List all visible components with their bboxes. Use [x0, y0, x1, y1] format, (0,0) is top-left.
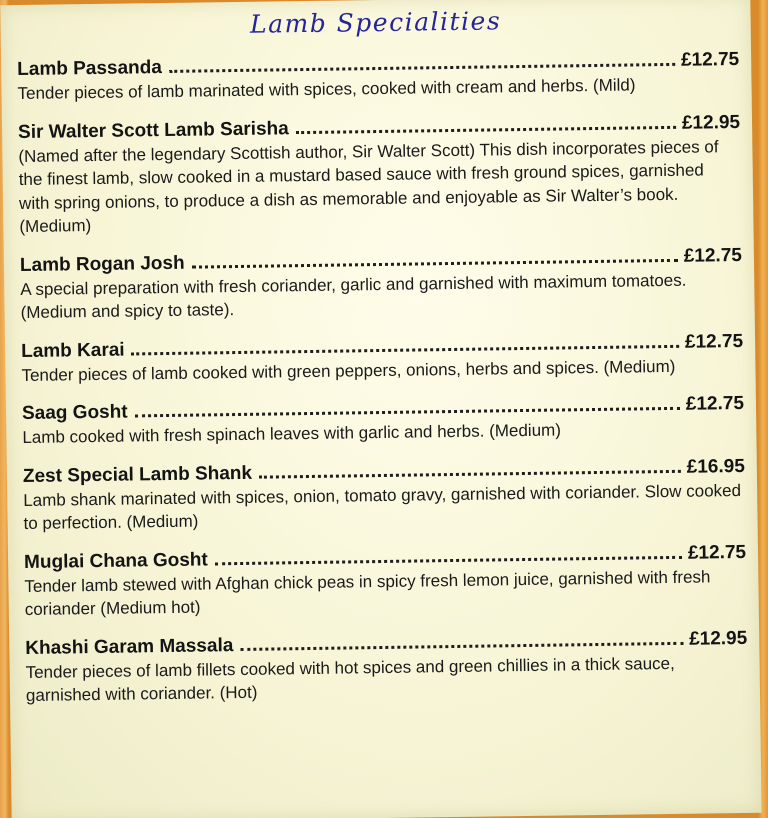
menu-item — [23, 453, 746, 535]
dot-leader — [215, 555, 682, 565]
dish-name: Saag Gosht — [21, 401, 128, 425]
dish-description: Tender pieces of lamb marinated with spices, cooked with cream and herbs. (Mild) — [17, 75, 636, 104]
menu-item — [18, 109, 742, 238]
menu-item — [24, 539, 747, 621]
dish-name: Lamb Karai — [21, 339, 125, 362]
dot-leader — [169, 63, 675, 73]
dish-description: Tender lamb stewed with Afghan chick peas in spicy fresh lemon juice, garnished with fresh coriander (Medium hot) — [24, 566, 711, 619]
dish-name: Khashi Garam Massala — [25, 634, 234, 659]
dish-description: A special preparation with fresh coriander, garlic and garnished with maximum tomatoes. (Medium and spicy to taste). — [20, 270, 687, 323]
dot-leader — [135, 407, 680, 418]
menu-item — [22, 391, 745, 450]
dot-leader — [240, 641, 683, 650]
menu-item — [17, 47, 740, 106]
dish-price: £16.95 — [686, 455, 745, 478]
dish-description: (Named after the legendary Scottish author, Sir Walter Scott) This dish incorporates pieces of the finest lamb, slow cooked in a mustard based sauce with fresh ground spices, garnished with spring onions, to produce a dish as memorable and enjoyable as Sir Walter’s book. (Medium) — [18, 136, 719, 237]
dish-price: £12.75 — [685, 392, 745, 415]
dish-price: £12.75 — [683, 244, 743, 267]
menu-item — [20, 242, 743, 324]
dish-name: Sir Walter Scott Lamb Sarisha — [17, 117, 289, 143]
dish-description: Tender pieces of lamb fillets cooked with hot spices and green chillies in a thick sauce, garnished with coriander. (Hot) — [25, 653, 675, 705]
dish-description: Tender pieces of lamb cooked with green peppers, onions, herbs and spices. (Medium) — [21, 356, 676, 385]
dish-price: £12.75 — [684, 330, 744, 353]
dot-leader — [192, 258, 678, 268]
dish-price: £12.95 — [681, 111, 741, 134]
menu-title: Lamb Specialities — [249, 6, 502, 39]
dish-name: Muglai Chana Gosht — [23, 548, 208, 573]
menu-item — [25, 625, 748, 707]
dish-name: Lamb Passanda — [17, 57, 163, 81]
menu-list — [17, 47, 748, 722]
menu-item — [21, 328, 744, 387]
dish-description: Lamb shank marinated with spices, onion, tomato gravy, garnished with coriander. Slow cooked to perfection. (Medium) — [23, 480, 742, 534]
dish-description: Lamb cooked with fresh spinach leaves with garlic and herbs. (Medium) — [22, 420, 562, 448]
dot-leader — [296, 125, 676, 133]
dish-price: £12.95 — [688, 627, 748, 650]
dish-price: £12.75 — [687, 541, 747, 564]
dish-name: Zest Special Lamb Shank — [22, 462, 253, 487]
dish-price: £12.75 — [680, 48, 740, 71]
dot-leader — [259, 469, 681, 478]
dot-leader — [132, 344, 679, 355]
dish-name: Lamb Rogan Josh — [19, 252, 185, 276]
